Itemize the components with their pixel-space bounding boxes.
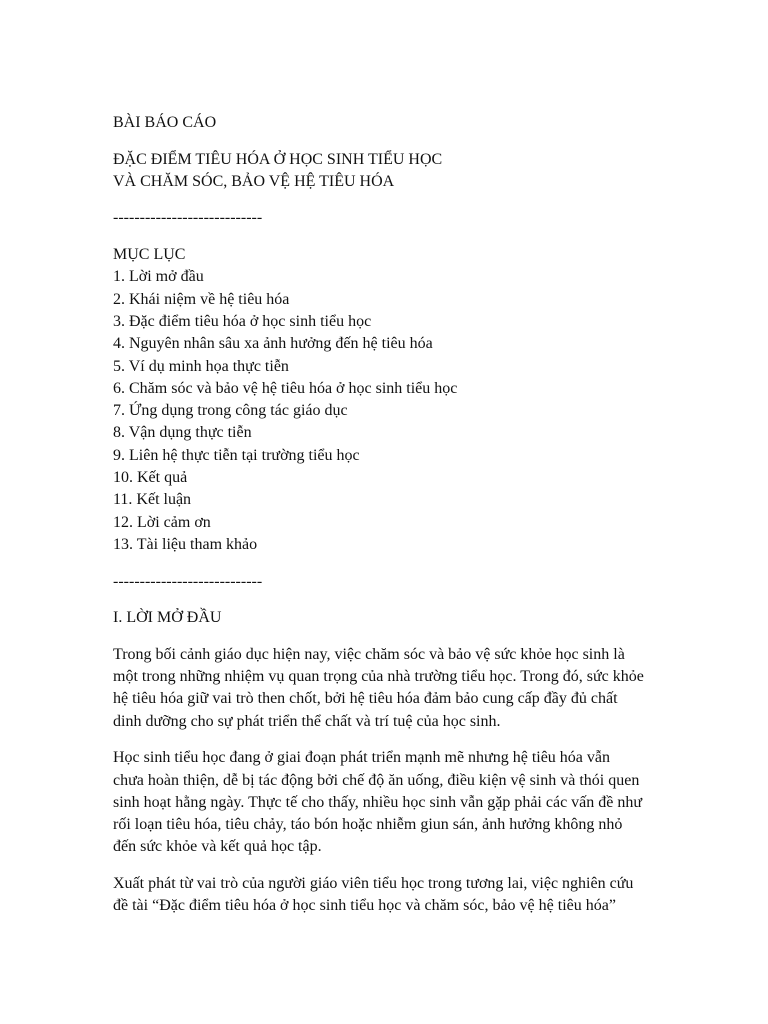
spacer — [113, 859, 673, 873]
paragraph-line: Học sinh tiểu học đang ở giai đoạn phát triển mạnh mẽ nhưng hệ tiêu hóa vẫn — [113, 749, 611, 767]
report-title-line-2: VÀ CHĂM SÓC, BẢO VỆ HỆ TIÊU HÓA — [113, 172, 395, 190]
spacer — [113, 193, 673, 207]
paragraph-line: một trong những nhiệm vụ quan trọng của nhà trường tiểu học. Trong đó, sức khỏe — [113, 668, 644, 686]
toc-list — [113, 266, 673, 556]
spacer — [113, 733, 673, 747]
paragraph-1 — [113, 644, 673, 733]
paragraph-line: Xuất phát từ vai trò của người giáo viên tiểu học trong tương lai, việc nghiên cứu — [113, 874, 634, 892]
paragraph-3 — [113, 873, 673, 918]
toc-item: 6. Chăm sóc và bảo vệ hệ tiêu hóa ở học sinh tiểu học — [113, 379, 458, 397]
spacer — [113, 593, 673, 607]
paragraph-line: Trong bối cảnh giáo dục hiện nay, việc chăm sóc và bảo vệ sức khỏe học sinh là — [113, 645, 625, 663]
report-label: BÀI BÁO CÁO — [113, 114, 217, 131]
toc-item: 3. Đặc điểm tiêu hóa ở học sinh tiểu học — [113, 312, 372, 330]
toc-item: 5. Ví dụ minh họa thực tiễn — [113, 357, 289, 375]
separator-line: ---------------------------- — [113, 572, 263, 590]
paragraph-line: chưa hoàn thiện, dễ bị tác động bởi chế độ ăn uống, điều kiện vệ sinh và thói quen — [113, 771, 640, 789]
paragraph-line: rối loạn tiêu hóa, tiêu chảy, táo bón hoặc nhiễm giun sán, ảnh hưởng không nhỏ — [113, 816, 623, 834]
toc-item: 4. Nguyên nhân sâu xa ảnh hưởng đến hệ tiêu hóa — [113, 335, 433, 353]
separator-line: ---------------------------- — [113, 209, 263, 227]
paragraph-2 — [113, 747, 673, 858]
spacer — [113, 134, 673, 148]
toc-item: 9. Liên hệ thực tiễn tại trường tiểu học — [113, 446, 360, 464]
toc-item: 11. Kết luận — [113, 491, 192, 509]
paragraph-line: dinh dưỡng cho sự phát triển thể chất và trí tuệ của học sinh. — [113, 712, 501, 730]
section-heading-introduction: I. LỜI MỞ ĐẦU — [113, 609, 222, 627]
paragraph-line: đề tài “Đặc điểm tiêu hóa ở học sinh tiểu học và chăm sóc, bảo vệ hệ tiêu hóa” — [113, 897, 616, 915]
toc-heading: MỤC LỤC — [113, 246, 186, 264]
toc-item: 7. Ứng dụng trong công tác giáo dục — [113, 402, 348, 420]
toc-item: 12. Lời cảm ơn — [113, 513, 211, 531]
toc-item: 13. Tài liệu tham khảo — [113, 535, 258, 553]
spacer — [113, 230, 673, 244]
toc-item: 1. Lời mở đầu — [113, 268, 204, 286]
toc-item: 10. Kết quả — [113, 469, 188, 487]
paragraph-line: đến sức khỏe và kết quả học tập. — [113, 838, 322, 856]
paragraph-line: sinh hoạt hằng ngày. Thực tế cho thấy, nhiều học sinh vẫn gặp phải các vấn đề như — [113, 793, 643, 811]
paragraph-line: hệ tiêu hóa giữ vai trò then chốt, bởi hệ tiêu hóa đảm bảo cung cấp đầy đủ chất — [113, 690, 618, 708]
spacer — [113, 629, 673, 643]
report-title-line-1: ĐẶC ĐIỂM TIÊU HÓA Ở HỌC SINH TIỂU HỌC — [113, 150, 443, 168]
toc-item: 2. Khái niệm về hệ tiêu hóa — [113, 290, 290, 308]
spacer — [113, 556, 673, 570]
toc-item: 8. Vận dụng thực tiễn — [113, 424, 252, 442]
document-page — [113, 112, 673, 918]
